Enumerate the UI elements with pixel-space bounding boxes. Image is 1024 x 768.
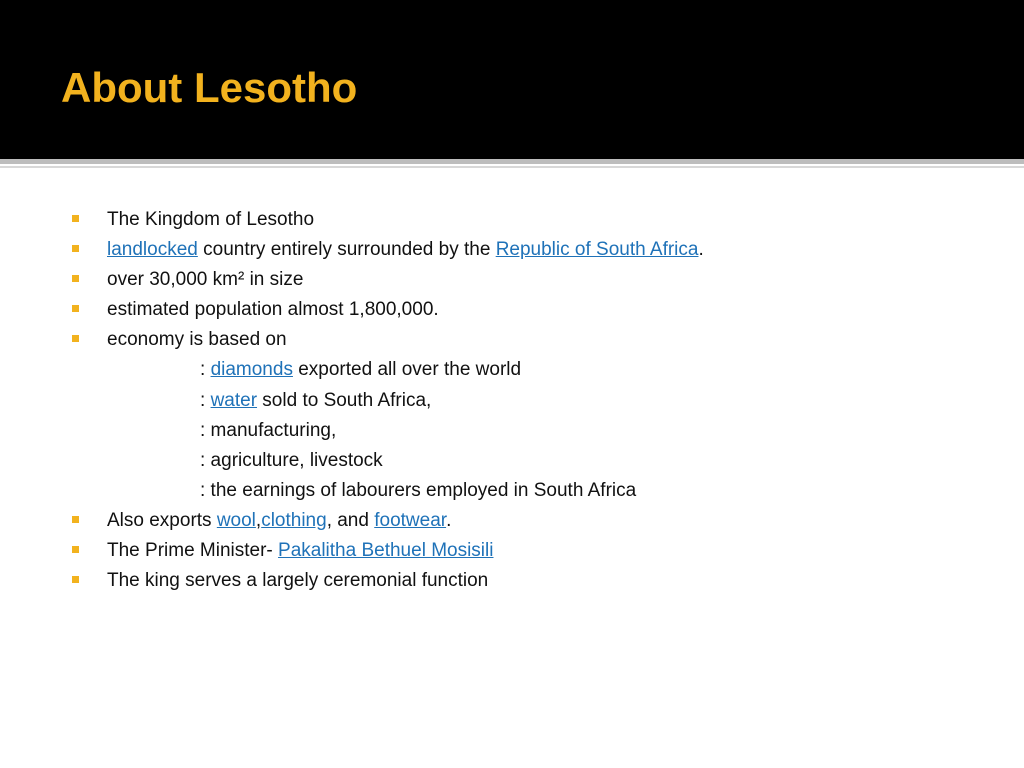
square-bullet-icon [72, 275, 79, 282]
link-footwear[interactable]: footwear [374, 509, 447, 531]
link-pakalitha-mosisili[interactable]: Pakalitha Bethuel Mosisili [278, 540, 494, 562]
bullet-item-kingdom [72, 205, 992, 235]
bullet-text-segment: country entirely surrounded by the [197, 239, 496, 261]
link-diamonds[interactable]: diamonds [210, 359, 293, 381]
bullet-text-segment: , [255, 509, 262, 531]
link-water[interactable]: water [210, 389, 258, 411]
bullet-text: The Kingdom of Lesotho [107, 209, 315, 230]
sub-item-agriculture [72, 446, 992, 476]
bullet-text-segment: The Prime Minister- [107, 540, 279, 562]
square-bullet-icon [72, 305, 79, 312]
title-divider-thin [0, 166, 1024, 168]
bullet-text-segment: , and [326, 509, 375, 531]
sub-item-prefix: : [200, 359, 211, 381]
square-bullet-icon [72, 576, 79, 583]
bullet-item-prime-minister [72, 536, 992, 566]
link-wool[interactable]: wool [216, 509, 256, 531]
bullet-text [107, 506, 451, 536]
bullet-item-size [72, 265, 992, 295]
bullet-item-population [72, 295, 992, 325]
bullet-text-segment: . [698, 239, 704, 261]
bullet-item-exports [72, 506, 992, 536]
bullet-text: over 30,000 km² in size [107, 269, 304, 291]
sub-item-diamonds [72, 355, 992, 385]
bullet-item-economy [72, 325, 992, 355]
slide-title: About Lesotho [61, 64, 358, 111]
bullet-list [72, 205, 992, 596]
bullet-item-king [72, 566, 992, 596]
bullet-text [107, 536, 493, 566]
sub-item-water [72, 386, 992, 416]
sub-item-suffix: exported all over the world [292, 359, 522, 381]
link-republic-of-south-africa[interactable]: Republic of South Africa [495, 239, 699, 261]
sub-item-text: : manufacturing, [200, 419, 337, 441]
square-bullet-icon [72, 335, 79, 342]
bullet-text: The king serves a largely ceremonial function [107, 570, 489, 592]
square-bullet-icon [72, 215, 79, 222]
bullet-text: estimated population almost 1,800,000. [107, 299, 439, 321]
sub-item-suffix: sold to South Africa, [257, 389, 432, 411]
sub-item-text [200, 386, 431, 416]
square-bullet-icon [72, 546, 79, 553]
link-landlocked[interactable]: landlocked [107, 239, 198, 261]
title-bar [0, 0, 1024, 159]
sub-item-text [200, 355, 521, 385]
sub-item-earnings [72, 476, 992, 506]
link-clothing[interactable]: clothing [261, 509, 327, 531]
sub-item-text: : agriculture, livestock [200, 449, 383, 471]
bullet-text-segment: . [446, 509, 452, 531]
bullet-item-landlocked [72, 235, 992, 265]
sub-item-text: : the earnings of labourers employed in South Africa [200, 479, 637, 501]
sub-item-prefix: : [200, 389, 211, 411]
square-bullet-icon [72, 516, 79, 523]
title-divider [0, 159, 1024, 164]
bullet-text: economy is based on [107, 329, 287, 351]
bullet-text-segment: Also exports [107, 509, 217, 531]
bullet-text [107, 235, 704, 265]
square-bullet-icon [72, 245, 79, 252]
sub-item-manufacturing [72, 416, 992, 446]
